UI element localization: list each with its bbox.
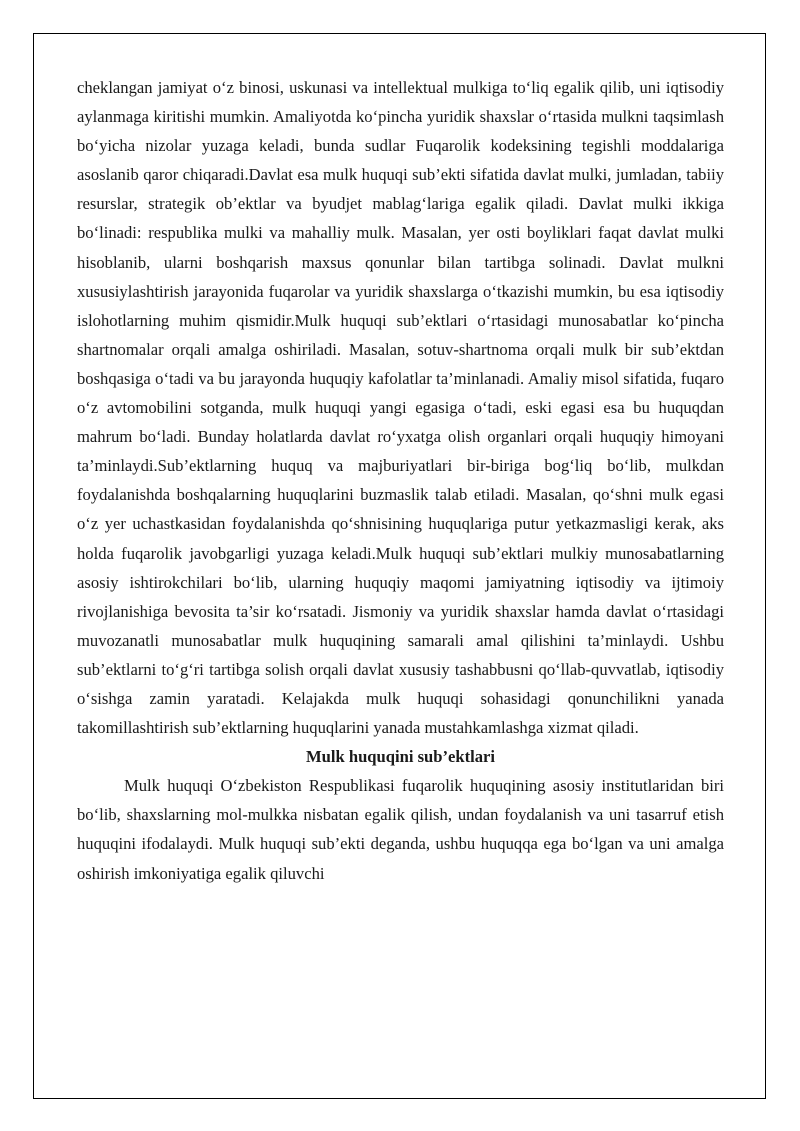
body-paragraph: cheklangan jamiyat o‘z binosi, uskunasi va intellektual mulkiga to‘liq egalik qilib, uni iqtisodiy aylanmaga kiritishi mumkin. Amaliyotda ko‘pincha yuridik shaxslar o‘rtasida mulkni taqsimlash bo‘yicha nizolar yuzaga keladi, bunda sudlar Fuqarolik kodeksining tegishli moddalariga asoslanib qaror chiqaradi.Davlat esa mulk huquqi sub’ekti sifatida davlat mulki, jumladan, tabiiy resurslar, strategik ob’ektlar va byudjet mablag‘lariga egalik qiladi. Davlat mulki ikkiga bo‘linadi: respublika mulki va mahalliy mulk. Masalan, yer osti boyliklari faqat davlat mulki hisoblanib, ularni boshqarish maxsus qonunlar bilan tartibga solinadi. Davlat mulkni xususiylashtirish jarayonida fuqarolar va yuridik shaxslarga o‘tkazishi mumkin, bu esa iqtisodiy islohotlarning muhim qismidir.Mulk huquqi sub’ektlari o‘rtasidagi munosabatlar ko‘pincha shartnomalar orqali amalga oshiriladi. Masalan, sotuv-shartnoma orqali mulk bir sub’ektdan boshqasiga o‘tadi va bu jarayonda huquqiy kafolatlar ta’minlanadi. Amaliy misol sifatida, fuqaro o‘z avtomobilini sotganda, mulk huquqi yangi egasiga o‘tadi, eski egasi esa bu huquqdan mahrum bo‘ladi. Bunday holatlarda davlat ro‘yxatga olish organlari orqali huquqiy himoyani ta’minlaydi.Sub’ektlarning huquq va majburiyatlari bir-biriga bog‘liq bo‘lib, mulkdan foydalanishda boshqalarning huquqlarini buzmaslik talab etiladi. Masalan, qo‘shni mulk egasi o‘z yer uchastkasidan foydalanishda qo‘shnisining huquqlariga putur yetkazmasligi kerak, aks holda fuqarolik javobgarligi yuzaga keladi.Mulk huquqi sub’ektlari mulkiy munosabatlarning asosiy ishtirokchilari bo‘lib, ularning huquqiy maqomi jamiyatning iqtisodiy va ijtimoiy rivojlanishiga bevosita ta’sir ko‘rsatadi. Jismoniy va yuridik shaxslar hamda davlat o‘rtasidagi muvozanatli munosabatlar mulk huquqining samarali amal qilishini ta’minlaydi. Ushbu sub’ektlarni to‘g‘ri tartibga solish orqali davlat xususiy tashabbusni qo‘llab-quvvatlab, iqtisodiy o‘sishga zamin yaratadi. Kelajakda mulk huquqi sohasidagi qonunchilikni yanada takomillashtirish sub’ektlarning huquqlarini yanada mustahkamlashga xizmat qiladi.	[77, 78, 724, 738]
section-heading: Mulk huquqini sub’ektlari	[305, 747, 496, 767]
document-body	[77, 73, 724, 888]
body-paragraph-indented: Mulk huquqi O‘zbekiston Respublikasi fuqarolik huquqining asosiy institutlaridan biri bo‘lib, shaxslarning mol-mulkka nisbatan egalik qilish, undan foydalanish va uni tasarruf etish huquqini ifodalaydi. Mulk huquqi sub’ekti deganda, ushbu huquqqa ega bo‘lgan va uni amalga oshirish imkoniyatiga egalik qiluvchi	[77, 776, 724, 883]
